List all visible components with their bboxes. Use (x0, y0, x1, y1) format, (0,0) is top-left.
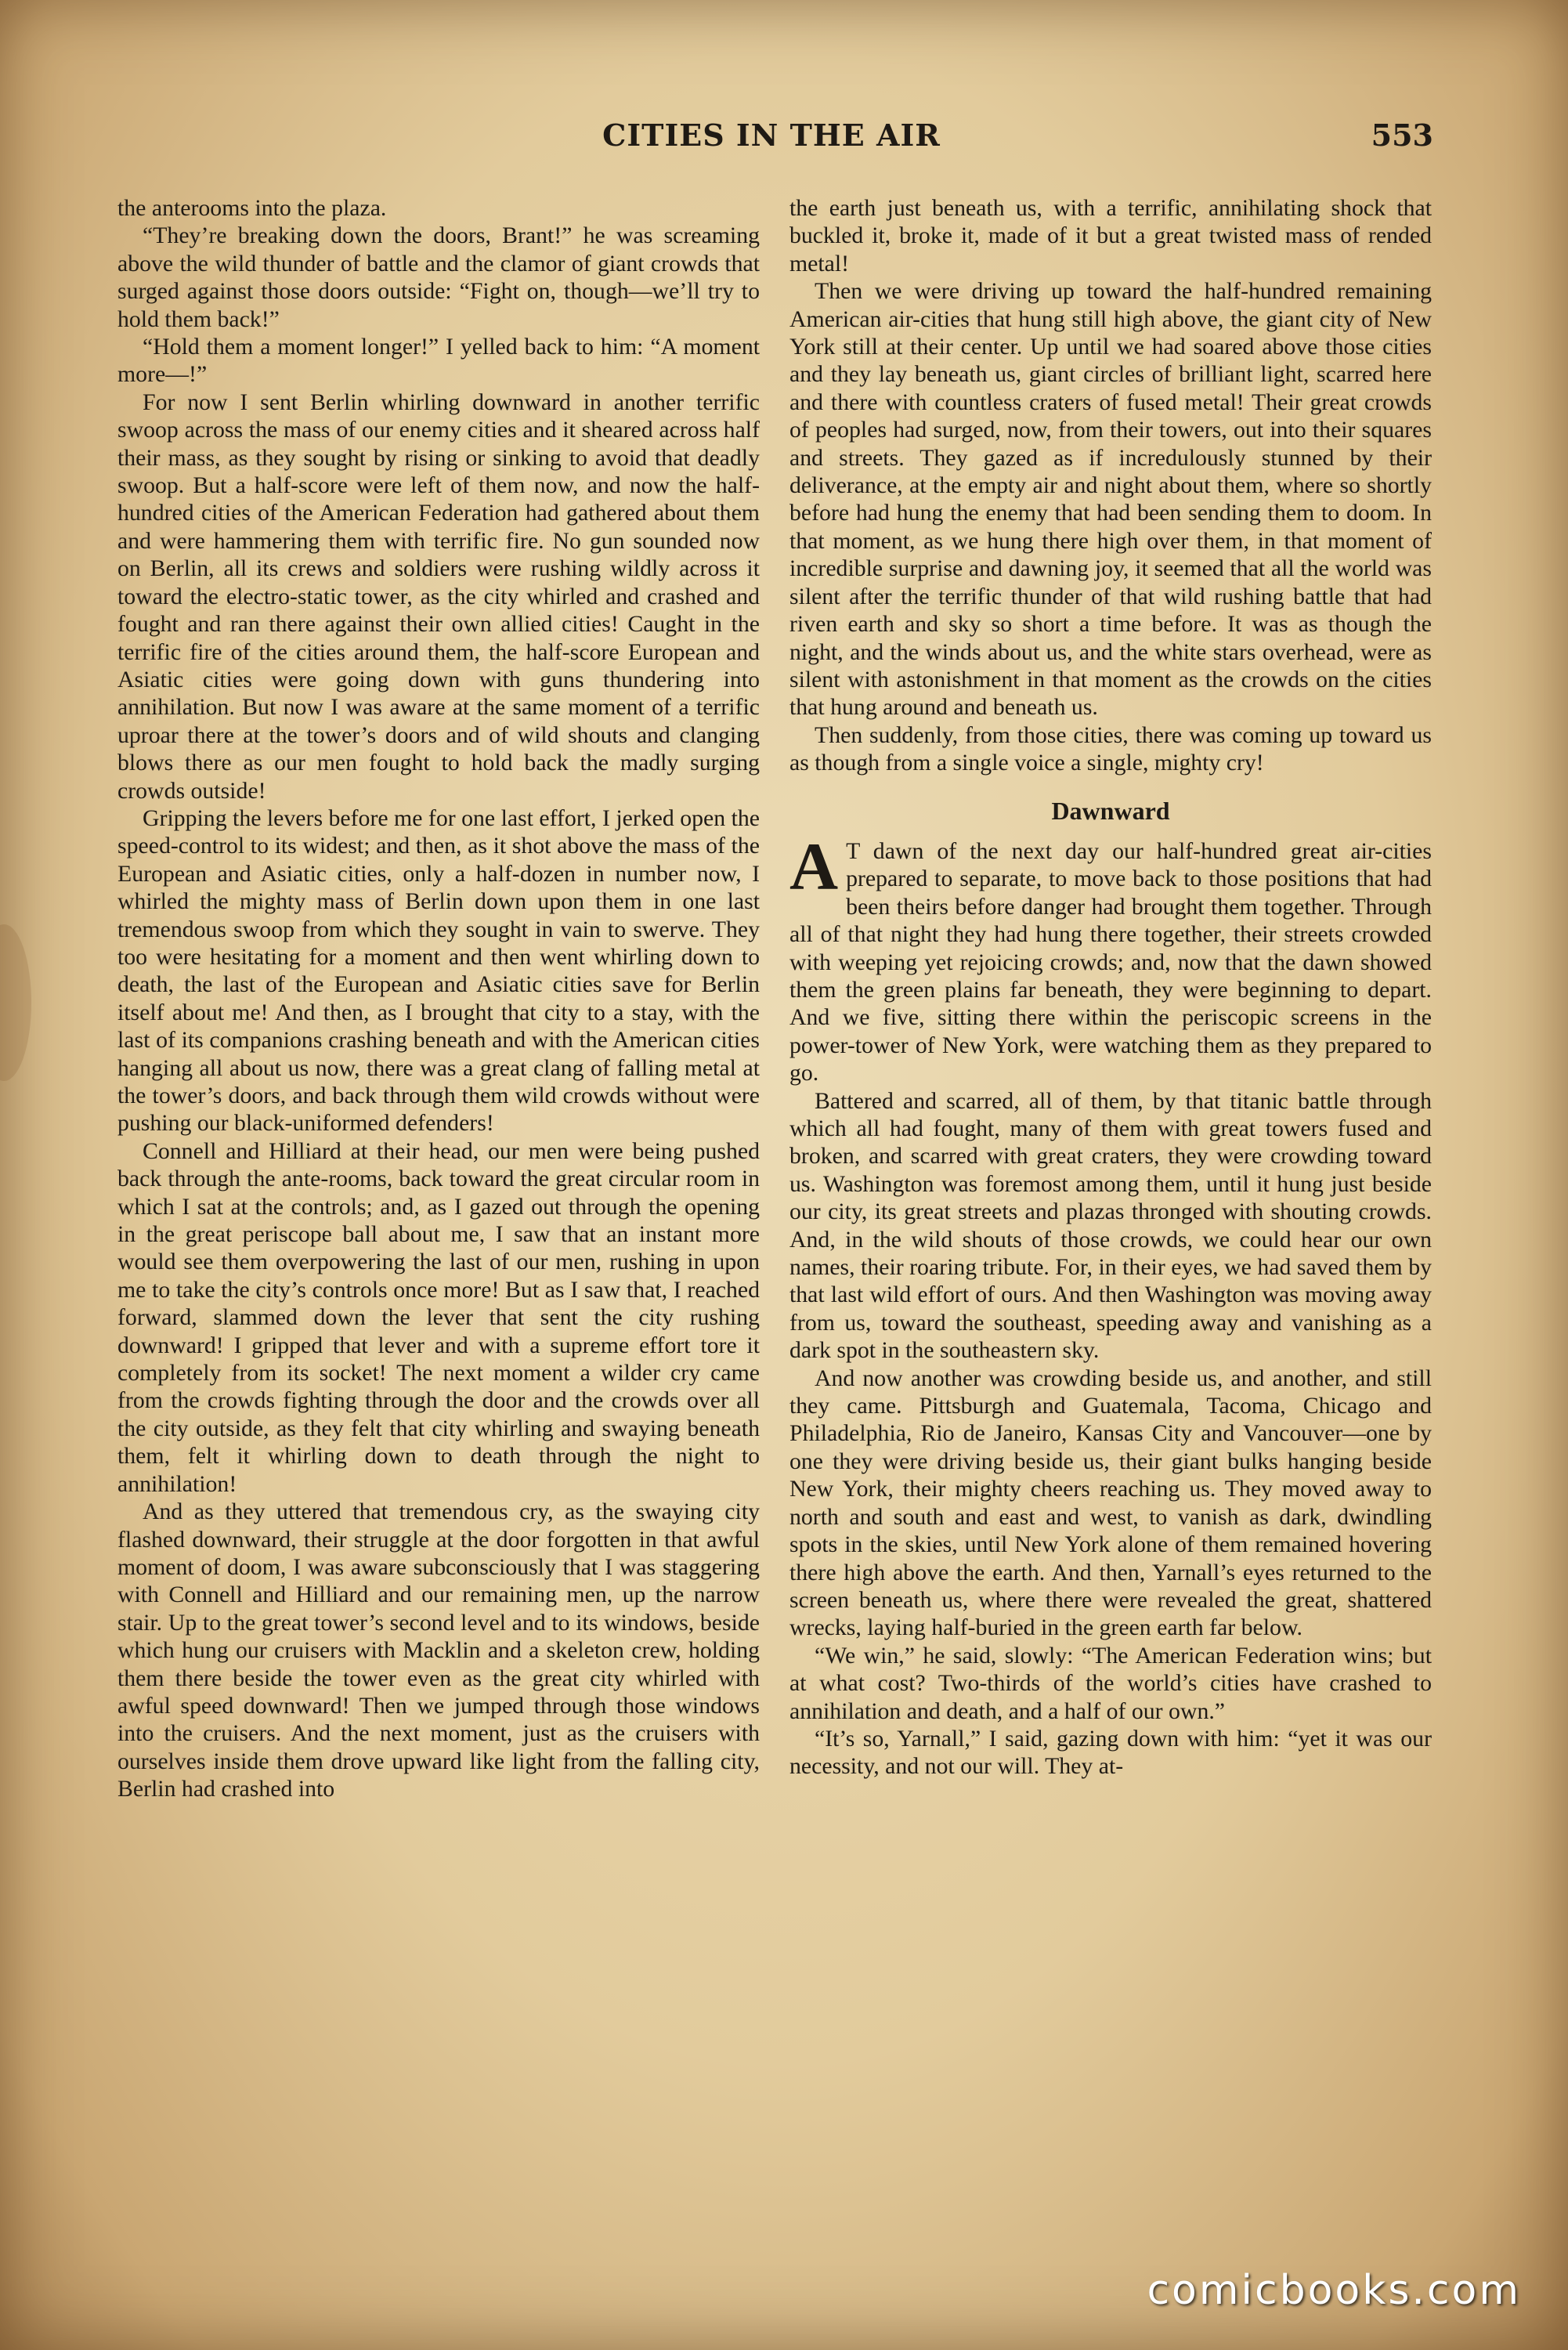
running-title: CITIES IN THE AIR (602, 118, 941, 153)
paragraph: Connell and Hilliard at their head, our men were being pushed back through the ante-rooms, back toward the great circular room in which I sat at the controls; and, as I gazed out through the opening in the great periscope ball about me, I saw that an instant more would see them overpowering the last of our men, rushing in upon me to take the city’s controls once more! But as I saw that, I reached forward, slammed down the lever that sent the city rushing downward! I gripped that lever and with a supreme effort tore it completely from its socket! The next moment a wilder cry came from the crowds fighting through the door and the crowds over all the city outside, as they felt that city whirling and swaying beneath them, felt it whirling down to death through the night to annihilation! (117, 1137, 760, 1497)
paragraph: the earth just beneath us, with a terrific, annihilating shock that buckled it, broke it, made of it but a great twisted mass of rended metal! (789, 195, 1432, 277)
paragraph: And now another was crowding beside us, and another, and still they came. Pittsburgh and Guatemala, Tacoma, Chicago and Philadelphia, Rio de Janeiro, Kansas City and Vancouver—one by one they were driving beside us, their giant bulks hanging beside New York, their mighty cheers reaching us. They moved away to north and south and east and west, to vanish as dark, dwindling spots in the skies, until New York alone of them remained hovering there high above the earth. And then, Yarnall’s eyes returned to the screen beneath us, where there were revealed the great, shattered wrecks, laying half-buried in the green earth far below. (789, 1365, 1432, 1641)
page-stain (0, 924, 31, 1081)
section-heading: Dawnward (1051, 796, 1170, 825)
page-header (110, 118, 1433, 164)
paragraph: “They’re breaking down the doors, Brant!” he was screaming above the wild thunder of battle and the clamor of giant crowds that surged against those doors outside: “Fight on, though—we’ll try to hold them back!” (117, 222, 760, 332)
dropcap-paragraph-text: T dawn of the next day our half-hundred great air-cities prepared to separate, to move back to those positions that had been theirs before danger had brought them together. Through all of that night they had hung there together, their streets crowded with weeping yet rejoicing crowds; and, now that the dawn showed them the green plains far beneath, they were beginning to depart. And we five, sitting there within the periscopic screens in the power-tower of New York, were watching them as they prepared to go. (789, 837, 1432, 1086)
paragraph: Then we were driving up toward the half-hundred remaining American air-cities that hung still high above, the giant city of New York still at their center. Up until we had soared above those cities and they lay beneath us, giant circles of brilliant light, scarred here and there with countless craters of fused metal! Their great crowds of peoples had surged, now, from their towers, out into their squares and streets. They gazed as if incredulously stunned by their deliverance, at the empty air and night about them, where so shortly before had hung the enemy that had been sending them to doom. In that moment, as we hung there high over them, in that moment of incredible surprise and dawning joy, it seemed that all the world was silent after the terrific thunder of that wild rushing battle that had riven earth and sky so short a time before. It was as though the night, and the winds about us, and the white stars overhead, were as silent with astonishment in that moment as the crowds on the cities that hung around and beneath us. (789, 278, 1432, 721)
paragraph: “Hold them a moment longer!” I yelled back to him: “A moment more—!” (117, 334, 760, 388)
right-column (789, 194, 1432, 2262)
paragraph: the anterooms into the plaza. (117, 195, 387, 221)
paragraph: And as they uttered that tremendous cry, as the swaying city flashed downward, their struggle at the door forgotten in that awful moment of doom, I was aware subconsciously that I was staggering with Connell and Hilliard and our remaining men, up the narrow stair. Up to the great tower’s second level and to its windows, beside which hung our cruisers with Macklin and a skeleton crew, holding them there beside the tower even as the great city whirled with awful speed downward! Then we jumped through those windows into the cruisers. And the next moment, just as the cruisers with ourselves inside them drove upward like light from the falling city, Berlin had crashed into (117, 1499, 760, 1802)
left-column (117, 194, 760, 2262)
paragraph: “It’s so, Yarnall,” I said, gazing down with him: “yet it was our necessity, and not our will. They at- (789, 1725, 1432, 1780)
paragraph: Then suddenly, from those cities, there was coming up toward us as though from a single voice a single, mighty cry! (789, 721, 1432, 776)
paragraph: Gripping the levers before me for one last effort, I jerked open the speed-control to its widest; and then, as it shot above the mass of the European and Asiatic cities, only a half-dozen in number now, I whirled the mighty mass of Berlin down upon them in one last tremendous swoop from which they sought in vain to swerve. They too were hesitating for a moment and then went whirling down to death, the last of the European and Asiatic cities save for Berlin itself about me! And then, as I brought that city to a stay, with the last of its companions crashing beneath and with the American cities hanging all about us now, there was a great clang of falling metal at the tower’s doors, and back through them wild crowds without were pushing our black-uniformed defenders! (117, 804, 760, 1137)
page-number: 553 (1371, 118, 1433, 153)
watermark-logo: comicbooks.com (1147, 2267, 1521, 2314)
dropcap-paragraph (789, 828, 1432, 1087)
paragraph: “We win,” he said, slowly: “The American Federation wins; but at what cost? Two-thirds of the world’s cities have crashed to annihilation and death, and a half of our own.” (789, 1642, 1432, 1724)
paragraph: Battered and scarred, all of them, by that titanic battle through which all had fought, many of them with great towers fused and broken, and scarred with great craters, they were crowding toward us. Washington was foremost among them, until it hung just beside our city, its great streets and plazas thronged with shouting crowds. And, in the wild shouts of those crowds, we could hear our own names, their roaring tribute. For, in their eyes, we had saved them by that last wild effort of ours. And then Washington was moving away from us, toward the southeast, speeding away and vanishing as a dark spot in the southeastern sky. (789, 1087, 1432, 1364)
paragraph: For now I sent Berlin whirling downward in another terrific swoop across the mass of our enemy cities and it sheared across half their mass, as they sought by rising or sinking to avoid that deadly swoop. But a half-score were left of them now, and now the half-hundred cities of the American Federation had gathered about them and were hammering them with terrific fire. No gun sounded now on Berlin, all its crews and soldiers were rushing wildly across it toward the electro-static tower, as the city whirled and crashed and fought and ran there against their own allied cities! Caught in the terrific fire of the cities around them, the half-score European and Asiatic cities were going down with guns thundering into annihilation. But now I was aware at the same moment of a terrific uproar there at the tower’s doors and of wild shouts and clanging blows there as our men fought to hold back the madly surging crowds outside! (117, 389, 760, 804)
dropcap-letter: A (789, 828, 839, 904)
